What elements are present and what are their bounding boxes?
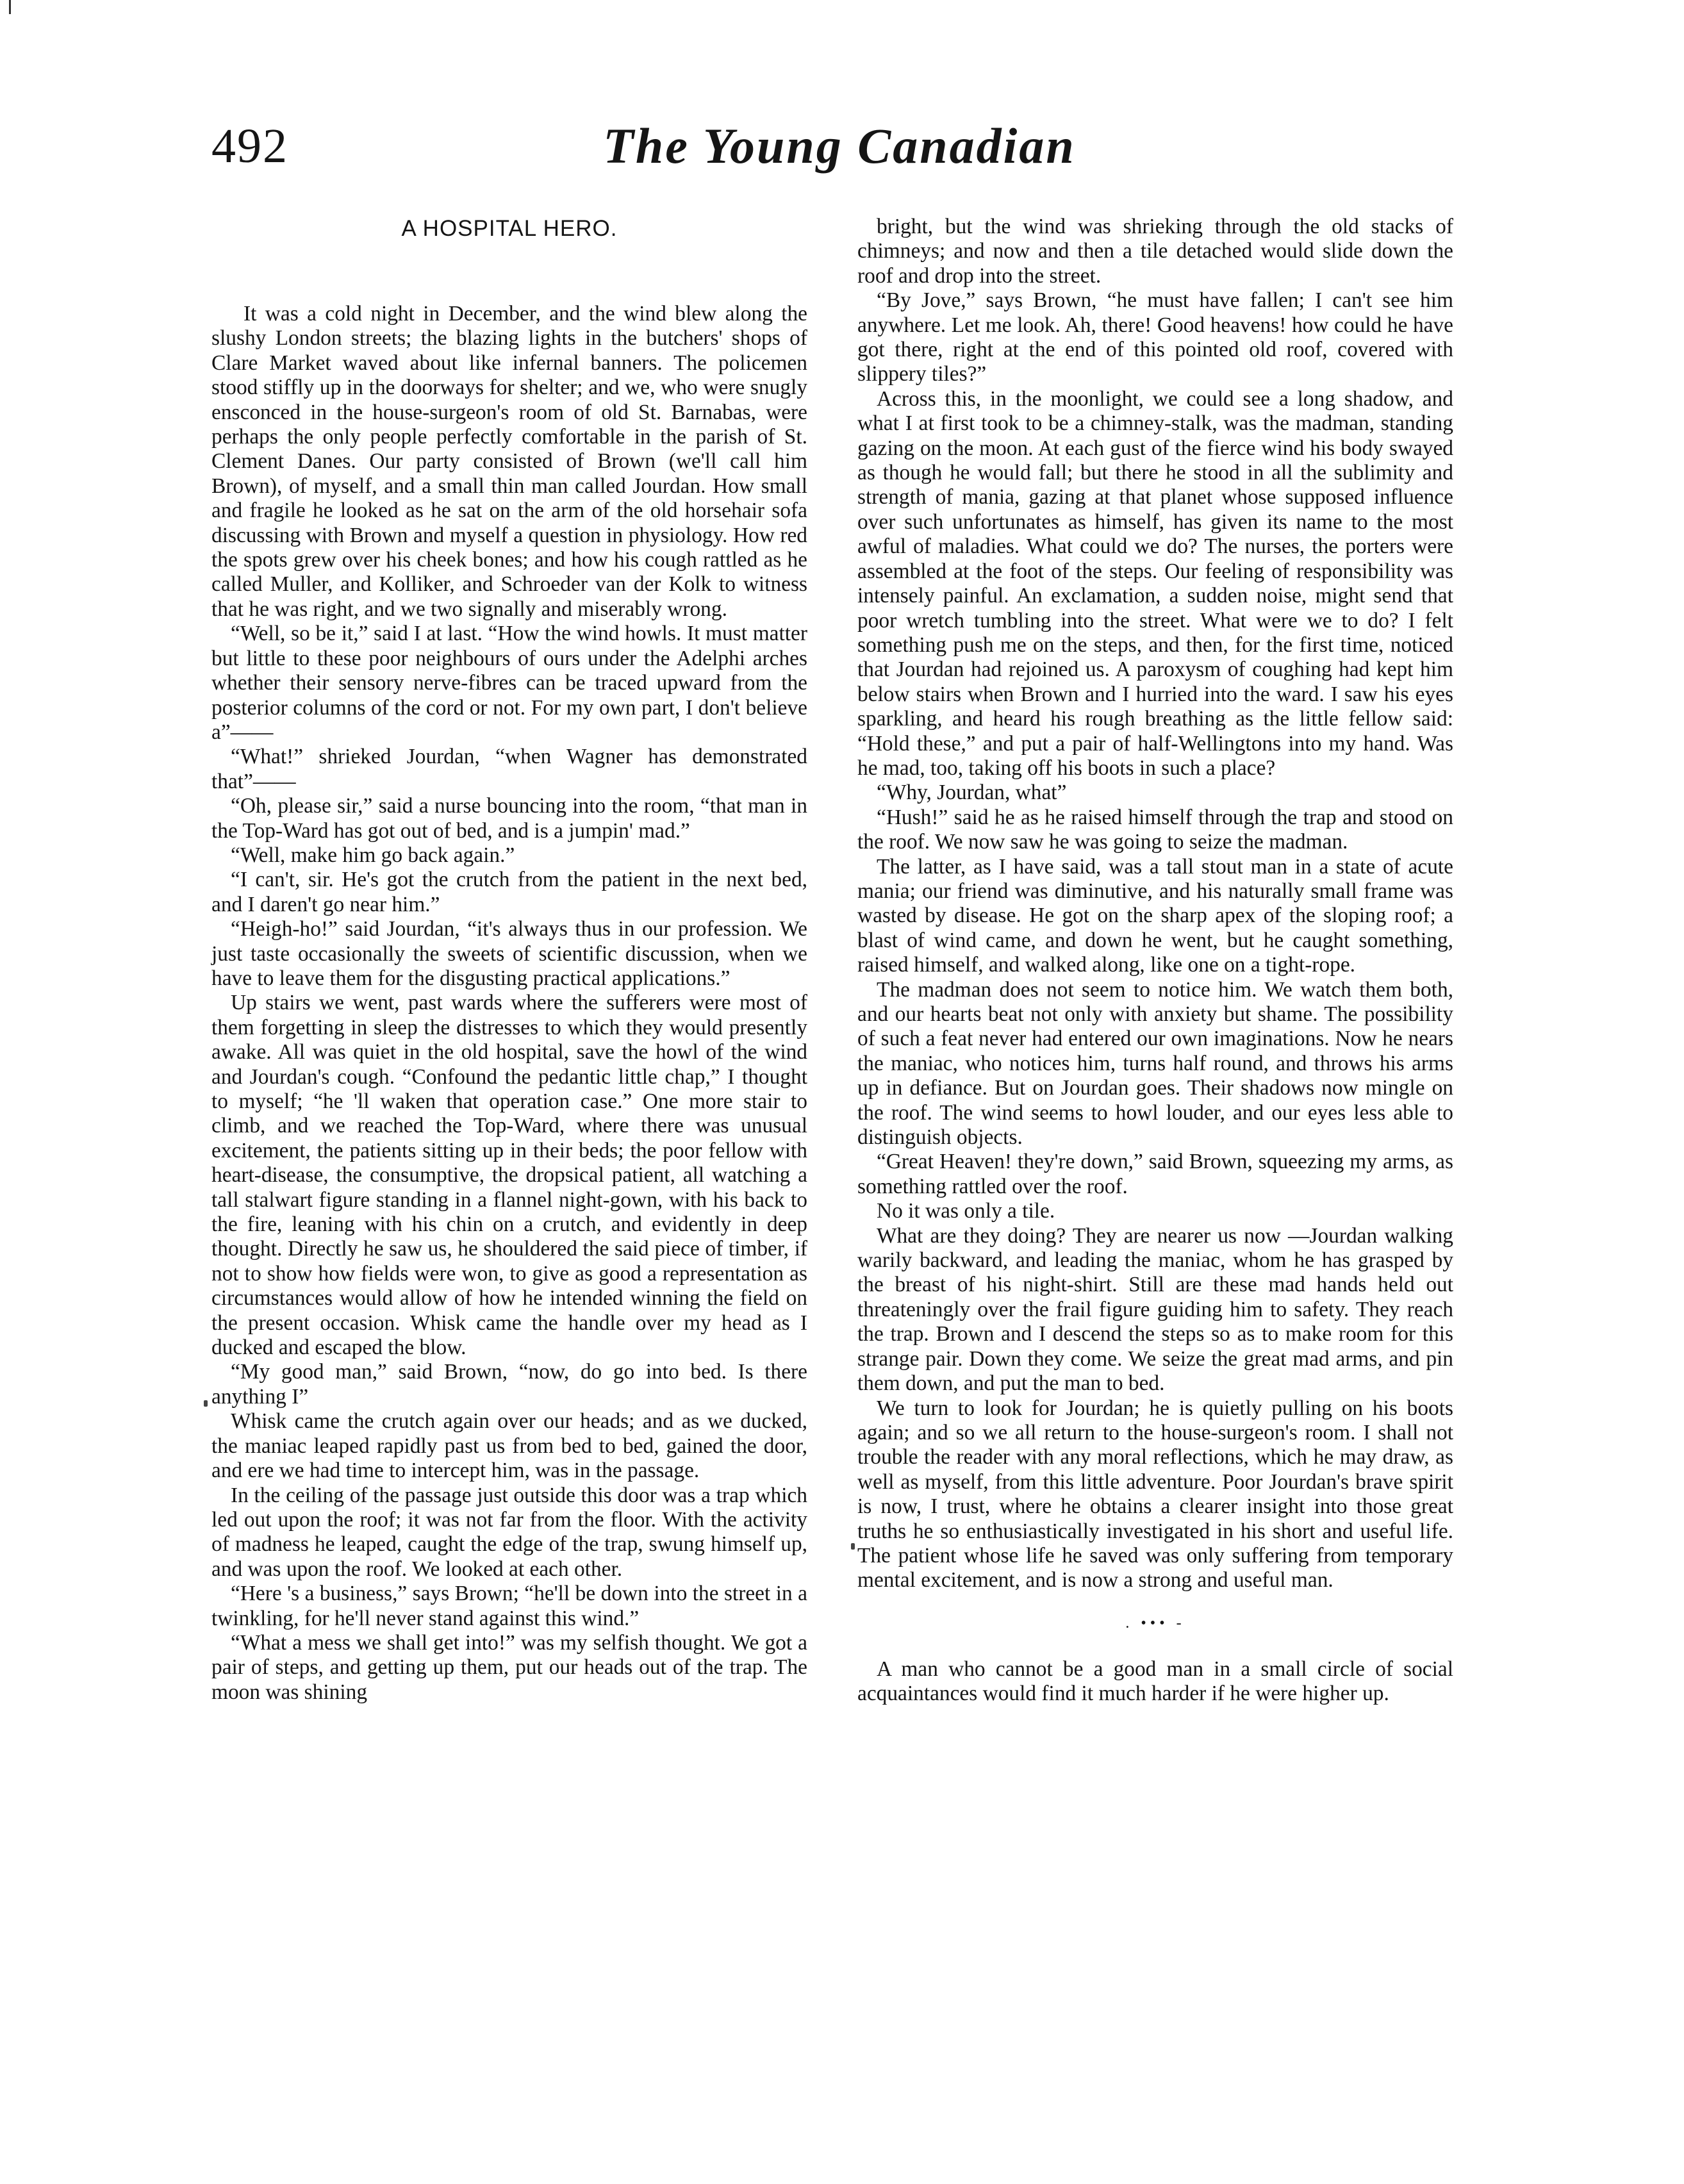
article-paragraph: Across this, in the moonlight, we could see a long shadow, and what I at first took to be a chimney-stalk, was the madman, standing gazing on the moon. At each gust of the fierce wind his body swayed as though he would fall; but there he stood in all the sublimity and strength of mania, gazing at that planet whose supposed influence over such unfortunates as himself, has given its name to the most awful of maladies. What could we do? The nurses, the porters were assembled at the foot of the steps. Our feeling of responsibility was intensely painful. An exclamation, a sudden noise, might send that poor wretch tumbling into the street. What were we to do? I felt something push me on the steps, and then, for the first time, noticed that Jourdan had rejoined us. A paroxysm of coughing had kept him below stairs when Brown and I hurried into the ward. I saw his eyes sparkling, and heard his rough breathing as the little fellow said: “Hold these,” and put a pair of half-Wellingtons into my hand. Was he mad, too, taking off his boots in such a place? [857,386,1453,780]
article-paragraph: Up stairs we went, past wards where the sufferers were most of them forgetting in sleep the distresses to which they would presently awake. All was quiet in the old hospital, save the howl of the wind and Jourdan's cough. “Confound the pedantic little chap,” I thought to myself; “he 'll waken that operation case.” One more stair to climb, and we reached the Top-Ward, where there was unusual excitement, the patients sitting up in their beds; the poor fellow with heart-disease, the consumptive, the dropsical patient, all watching a tall stalwart figure standing in a flannel night-gown, with his back to the fire, leaning with his chin on a crutch, and evidently in deep thought. Directly he saw us, he shouldered the said piece of timber, if not to show how fields were won, to give as good a representation as circumstances would allow of how he intended winning the field on the present occasion. Whisk came the handle over my head as I ducked and escaped the blow. [211,991,807,1360]
page-number: 492 [211,119,288,173]
article-title: A HOSPITAL HERO. [401,216,618,241]
left-column [211,215,807,1705]
right-column [857,215,1453,1707]
article-paragraph: Whisk came the crutch again over our heads; and as we ducked, the maniac leaped rapidly past us from bed to bed, gained the door, and ere we had time to intercept him, was in the passage. [211,1409,807,1483]
article-paragraph: “What a mess we shall get into!” was my selfish thought. We got a pair of steps, and getting up them, put our heads out of the trap. The moon was shining [211,1630,807,1704]
article-paragraph: “My good man,” said Brown, “now, do go into bed. Is there anything I” [211,1360,807,1409]
left-column-body [211,302,807,1705]
article-paragraph: The madman does not seem to notice him. We watch them both, and our hearts beat not only with anxiety but shame. The possibility of such a feat never had entered our own imaginations. Now he nears the maniac, who notices him, turns half round, and throws his arms up in defiance. But on Jourdan goes. Their shadows now mingle on the roof. The wind seems to howl louder, and our eyes less able to distinguish objects. [857,977,1453,1150]
filler-epigram: A man who cannot be a good man in a small circle of social acquaintances would find it much harder if he were higher up. [857,1657,1453,1706]
article-paragraph: “By Jove,” says Brown, “he must have fallen; I can't see him anywhere. Let me look. Ah, there! Good heavens! how could he have got there, right at the end of this pointed old roof, covered with slippery tiles?” [857,288,1453,386]
article-paragraph: “Well, make him go back again.” [231,843,515,867]
article-paragraph: What are they doing? They are nearer us now —Jourdan walking warily backward, and leading the maniac, whom he has grasped by the breast of his night-shirt. Still are these mad hands held out threateningly over the frail figure guiding him to safety. They reach the trap. Brown and I descend the steps so as to make room for this strange pair. Down they come. We seize the great mad arms, and pin them down, and put the man to bed. [857,1223,1453,1396]
article-paragraph: “Here 's a business,” says Brown; “he'll be down into the street in a twinkling, for he'll never stand against this wind.” [211,1582,807,1630]
article-paragraph: “Why, Jourdan, what” [877,781,1067,805]
section-separator: . ••• - [1125,1614,1185,1632]
article-paragraph: “Well, so be it,” said I at last. “How the wind howls. It must matter but little to these poor neighbours of ours under the Adelphi arches whether their sensory nerve-fibres can be traced upward from the posterior columns of the cord or not. For my own part, I don't believe a”—— [211,622,807,744]
article-paragraph: “Oh, please sir,” said a nurse bouncing into the room, “that man in the Top-Ward has got out of bed, and is a jumpin' mad.” [211,794,807,843]
journal-title: The Young Canadian [603,118,1076,174]
scan-edge-mark [9,0,11,14]
article-paragraph: No it was only a tile. [877,1199,1055,1223]
stray-ink-mark [851,1543,855,1550]
article-paragraph: “What!” shrieked Jourdan, “when Wagner has demonstrated that”—— [211,745,807,793]
article-paragraph: In the ceiling of the passage just outside this door was a trap which led out upon the roof; it was not far from the floor. With the activity of madness he leaped, caught the edge of the trap, swung himself up, and was upon the roof. We looked at each other. [211,1483,807,1581]
right-column-body [857,215,1453,1593]
article-paragraph: bright, but the wind was shrieking through the old stacks of chimneys; and now and then a tile detached would slide down the roof and drop into the street. [857,215,1453,288]
article-paragraph: “Hush!” said he as he raised himself through the trap and stood on the roof. We now saw he was going to seize the madman. [857,805,1453,854]
page-header [211,115,1467,186]
article-paragraph: “I can't, sir. He's got the crutch from the patient in the next bed, and I daren't go near him.” [211,868,807,916]
article-paragraph: “Great Heaven! they're down,” said Brown, squeezing my arms, as something rattled over the roof. [857,1150,1453,1198]
stray-ink-mark [204,1400,208,1407]
article-paragraph: The latter, as I have said, was a tall stout man in a state of acute mania; our friend was diminutive, and his naturally small frame was wasted by disease. He got on the sharp apex of the sloping roof; a blast of wind came, and down he went, but he caught something, raised himself, and walked along, like one on a tight-rope. [857,854,1453,977]
article-paragraph: We turn to look for Jourdan; he is quietly pulling on his boots again; and so we all return to the house-surgeon's room. I shall not trouble the reader with any moral reflections, which he may draw, as well as myself, from this little adventure. Poor Jourdan's brave spirit is now, I trust, where he obtains a clearer insight into those great truths he so enthusiastically investigated in his short and useful life. The patient whose life he saved was only suffering from temporary mental excitement, and is now a strong and useful man. [857,1396,1453,1592]
article-paragraph: “Heigh-ho!” said Jourdan, “it's always thus in our profession. We just taste occasionally the sweets of scientific discussion, when we have to leave them for the disgusting practical applications.” [211,917,807,990]
article-paragraph: It was a cold night in December, and the wind blew along the slushy London streets; the blazing lights in the butchers' shops of Clare Market waved about like infernal banners. The policemen stood stiffly up in the doorways for shelter; and we, who were snugly ensconced in the house-surgeon's room of old St. Barnabas, were perhaps the only people perfectly comfortable in the parish of St. Clement Danes. Our party consisted of Brown (we'll call him Brown), of myself, and a small thin man called Jourdan. How small and fragile he looked as he sat on the arm of the old horsehair sofa discussing with Brown and myself a question in physiology. How red the spots grew over his cheek bones; and how his cough rattled as he called Muller, and Kolliker, and Schroeder van der Kolk to witness that he was right, and we two signally and miserably wrong. [211,302,807,621]
